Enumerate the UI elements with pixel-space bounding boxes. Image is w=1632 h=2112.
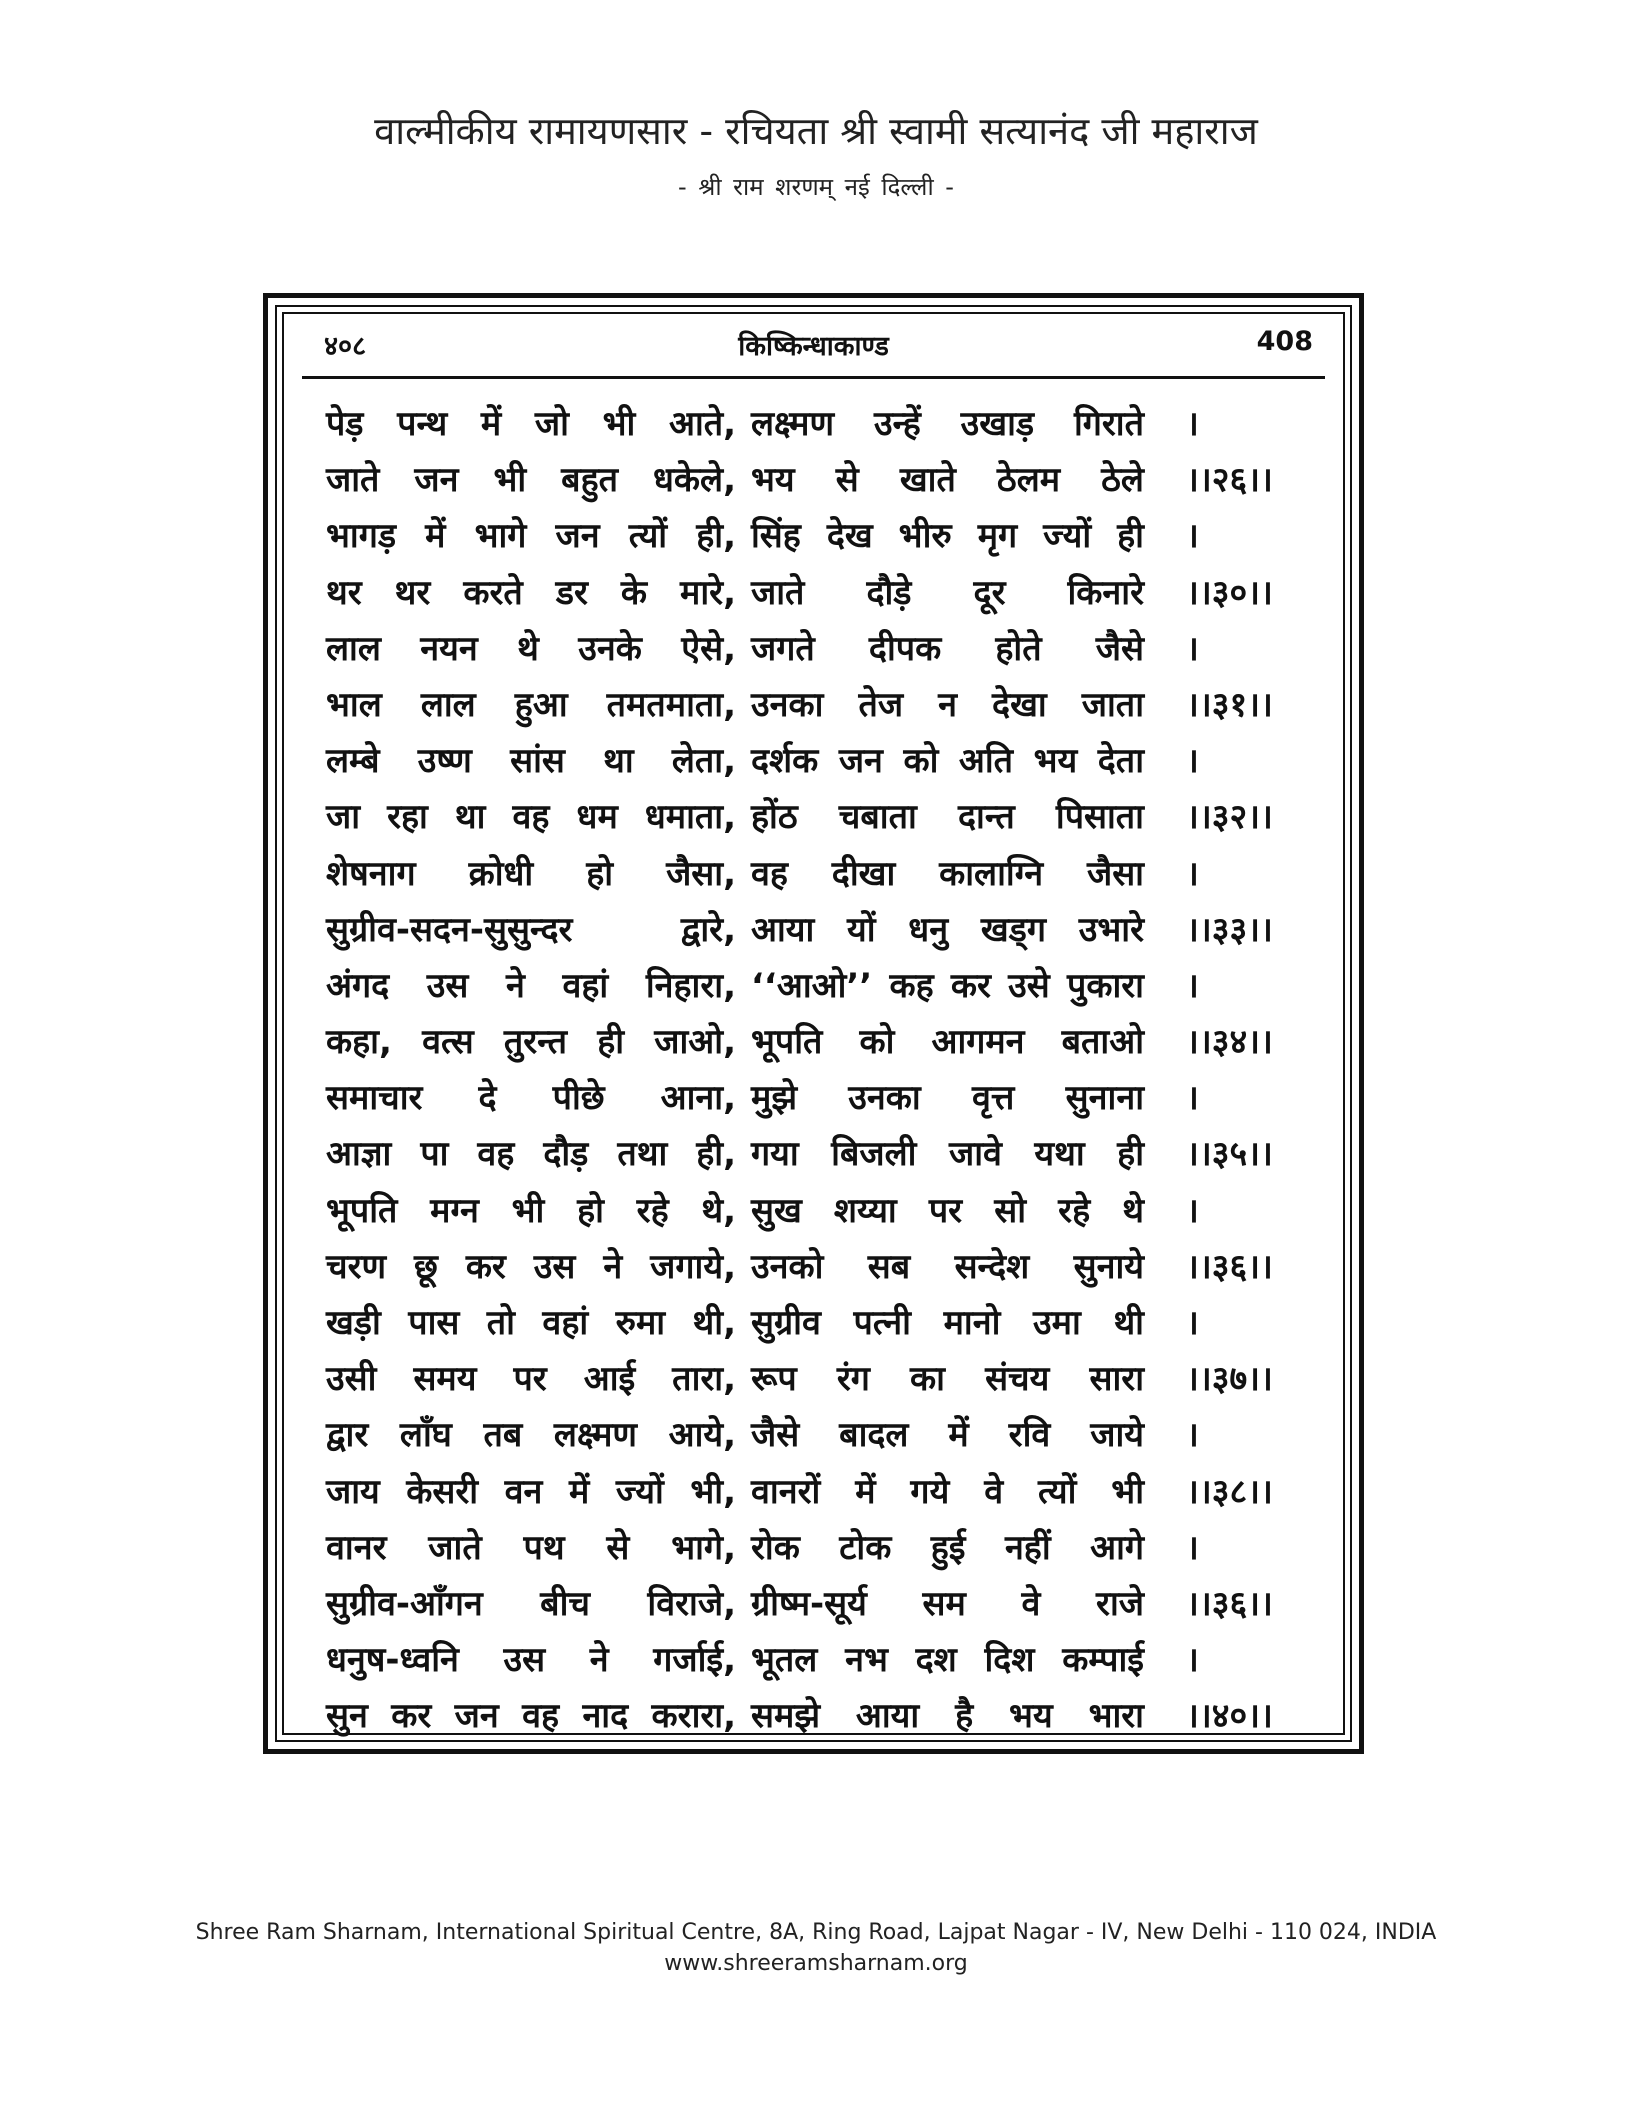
verse-first-half: कहा, वत्स तुरन्त ही जाओ, (326, 1022, 736, 1063)
verse-number: ।।३५।। (1186, 1134, 1273, 1175)
verse-first-half: वानर जाते पथ से भागे, (326, 1527, 736, 1568)
verse-line (326, 1126, 1336, 1182)
verse-number: । (1186, 516, 1199, 557)
verse-number: ।।३४।। (1186, 1022, 1273, 1063)
verse-second-half: जगते दीपक होते जैसे (751, 628, 1144, 669)
verse-number: ।।३२।। (1186, 797, 1273, 838)
verse-second-half: उनका तेज न देखा जाता (751, 684, 1144, 725)
verse-second-half: आया यों धनु खड्ग उभारे (751, 909, 1144, 950)
verse-number: ।।३७।। (1186, 1359, 1273, 1400)
verse-second-half: सिंह देख भीरु मृग ज्यों ही (751, 516, 1144, 557)
verse-line (326, 621, 1336, 677)
verse-line (326, 565, 1336, 621)
section-title: किष्किन्धाकाण्ड (738, 331, 889, 362)
verse-line (326, 1520, 1336, 1576)
verse-second-half: लक्ष्मण उन्हें उखाड़ गिराते (751, 404, 1144, 444)
page-frame-inner-border-2 (282, 312, 1345, 1735)
verse-number: ।।३६।। (1186, 1583, 1273, 1624)
verse-first-half: भूपति मग्न भी हो रहे थे, (326, 1190, 736, 1231)
verse-second-half: वानरों में गये वे त्यों भी (751, 1471, 1144, 1512)
verse-second-half: जाते दौड़े दूर किनारे (751, 572, 1144, 613)
page-frame-inner-border (275, 305, 1352, 1742)
verse-second-half: वह दीखा कालाग्नि जैसा (751, 853, 1144, 894)
verse-number: । (1186, 1415, 1199, 1456)
verse-second-half: भय से खाते ठेलम ठेले (751, 460, 1144, 501)
verse-number: । (1186, 1190, 1199, 1231)
verse-first-half: चरण छू कर उस ने जगाये, (326, 1246, 736, 1287)
page-frame (263, 293, 1364, 1754)
verse-number: । (1186, 1527, 1199, 1568)
verse-line (326, 789, 1336, 845)
verse-second-half: होंठ चबाता दान्त पिसाता (751, 797, 1144, 838)
verse-line (326, 733, 1336, 789)
verse-first-half: लम्बे उष्ण सांस था लेता, (326, 741, 736, 782)
verse-first-half: पेड़ पन्थ में जो भी आते, (326, 404, 736, 444)
verse-number: । (1186, 1078, 1199, 1119)
verse-number: ।।३१।। (1186, 684, 1273, 725)
verse-line (326, 1688, 1336, 1744)
verse-first-half: आज्ञा पा वह दौड़ तथा ही, (326, 1134, 736, 1175)
verse-second-half: ग्रीष्म-सूर्य सम वे राजे (751, 1583, 1144, 1624)
document-subtitle: - श्री राम शरणम् नई दिल्ली - (678, 173, 954, 201)
verse-line (326, 1014, 1336, 1070)
verse-first-half: उसी समय पर आई तारा, (326, 1359, 736, 1400)
document-title: वाल्मीकीय रामायणसार - रचियता श्री स्वामी सत्यानंद जी महाराज (374, 109, 1258, 153)
verse-second-half: जैसे बादल में रवि जाये (751, 1415, 1144, 1456)
verse-second-half: भूपति को आगमन बताओ (751, 1022, 1144, 1063)
verse-line (326, 902, 1336, 958)
verse-line (326, 1464, 1336, 1520)
verse-first-half: सुग्रीव-आँगन बीच विराजे, (326, 1583, 736, 1624)
header-rule (302, 376, 1325, 379)
verse-list (326, 396, 1336, 1745)
verse-second-half: ‘‘आओ’’ कह कर उसे पुकारा (751, 965, 1144, 1006)
verse-second-half: गया बिजली जावे यथा ही (751, 1134, 1144, 1175)
verse-number: ।।४०।। (1186, 1696, 1273, 1737)
running-header (314, 326, 1313, 368)
verse-first-half: खड़ी पास तो वहां रुमा थी, (326, 1303, 736, 1343)
verse-number: ।।३६।। (1186, 1246, 1273, 1287)
verse-first-half: भाल लाल हुआ तमतमाता, (326, 684, 736, 725)
verse-number: । (1186, 741, 1199, 782)
verse-line (326, 396, 1336, 452)
footer-website: www.shreeramsharnam.org (664, 1951, 968, 1976)
verse-first-half: समाचार दे पीछे आना, (326, 1078, 736, 1119)
verse-first-half: भागड़ में भागे जन त्यों ही, (326, 516, 736, 557)
verse-number: ।।३०।। (1186, 572, 1273, 613)
verse-line (326, 846, 1336, 902)
verse-line (326, 1183, 1336, 1239)
verse-number: ।।३३।। (1186, 909, 1273, 950)
verse-first-half: सुग्रीव-सदन-सुसुन्दर द्वारे, (326, 909, 736, 950)
verse-line (326, 1632, 1336, 1688)
verse-second-half: उनको सब सन्देश सुनाये (751, 1246, 1144, 1287)
page-number-arabic: 408 (1256, 326, 1313, 357)
verse-first-half: जाय केसरी वन में ज्यों भी, (326, 1471, 736, 1512)
verse-line (326, 508, 1336, 564)
verse-first-half: शेषनाग क्रोधी हो जैसा, (326, 853, 736, 894)
verse-number: । (1186, 628, 1199, 669)
verse-first-half: जाते जन भी बहुत धकेले, (326, 460, 736, 501)
verse-first-half: अंगद उस ने वहां निहारा, (326, 965, 736, 1006)
verse-number: ।।२६।। (1186, 460, 1273, 501)
verse-line (326, 1295, 1336, 1351)
verse-line (326, 1407, 1336, 1463)
verse-number: । (1186, 1303, 1199, 1343)
verse-number: ।।३८।। (1186, 1471, 1273, 1512)
verse-number: । (1186, 853, 1199, 894)
verse-number: । (1186, 1640, 1199, 1681)
verse-line (326, 1239, 1336, 1295)
verse-first-half: द्वार लाँघ तब लक्ष्मण आये, (326, 1415, 736, 1456)
verse-number: । (1186, 965, 1199, 1006)
verse-second-half: भूतल नभ दश दिश कम्पाई (751, 1640, 1144, 1681)
verse-first-half: सुन कर जन वह नाद करारा, (326, 1696, 736, 1737)
page-number-devanagari: ४०८ (324, 331, 367, 362)
verse-line (326, 677, 1336, 733)
verse-first-half: धनुष-ध्वनि उस ने गर्जाई, (326, 1640, 736, 1681)
verse-line (326, 1070, 1336, 1126)
verse-second-half: रोक टोक हुई नहीं आगे (751, 1527, 1144, 1568)
verse-line (326, 958, 1336, 1014)
verse-first-half: लाल नयन थे उनके ऐसे, (326, 628, 736, 669)
verse-second-half: मुझे उनका वृत्त सुनाना (751, 1078, 1144, 1119)
verse-second-half: रूप रंग का संचय सारा (751, 1359, 1144, 1400)
verse-first-half: थर थर करते डर के मारे, (326, 572, 736, 613)
verse-line (326, 1576, 1336, 1632)
verse-number: । (1186, 404, 1199, 444)
verse-second-half: दर्शक जन को अति भय देता (751, 741, 1144, 782)
verse-line (326, 452, 1336, 508)
footer-address: Shree Ram Sharnam, International Spiritual Centre, 8A, Ring Road, Lajpat Nagar - IV, New Delhi - 110 024, INDIA (195, 1920, 1437, 1945)
verse-first-half: जा रहा था वह धम धमाता, (326, 797, 736, 838)
verse-line (326, 1351, 1336, 1407)
verse-second-half: सुग्रीव पत्नी मानो उमा थी (751, 1303, 1144, 1343)
verse-second-half: सुख शय्या पर सो रहे थे (751, 1190, 1144, 1231)
verse-second-half: समझे आया है भय भारा (751, 1696, 1144, 1737)
